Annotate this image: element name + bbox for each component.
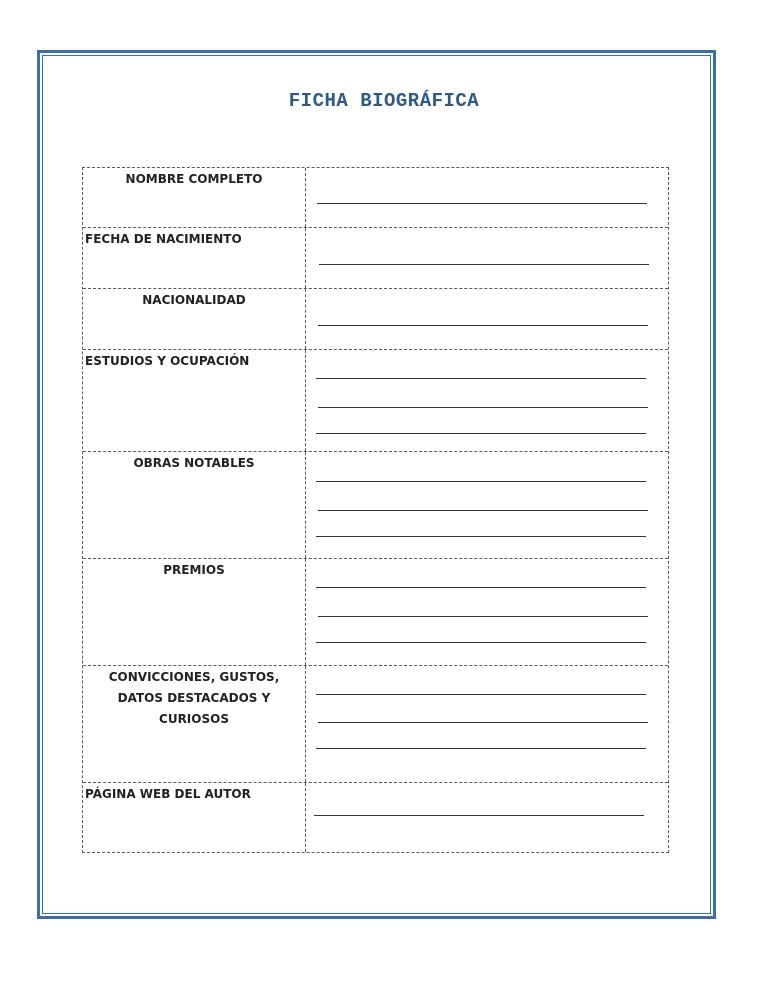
answer-line[interactable] (319, 264, 649, 265)
answer-line[interactable] (316, 587, 646, 588)
answer-line[interactable] (317, 203, 647, 204)
answer-line[interactable] (318, 407, 648, 408)
field-label-premios: PREMIOS (83, 559, 306, 665)
form-row-obras (83, 451, 668, 558)
form-row-fecha-nacimiento (83, 227, 668, 288)
answer-line[interactable] (316, 536, 646, 537)
form-row-convicciones (83, 665, 668, 782)
field-label-convicciones: CONVICCIONES, GUSTOS, DATOS DESTACADOS Y CURIOSOS (83, 666, 306, 782)
answer-line[interactable] (314, 815, 644, 816)
field-label-fecha-nacimiento: FECHA DE NACIMIENTO (83, 228, 306, 288)
field-label-estudios: ESTUDIOS Y OCUPACIÓN (83, 350, 306, 451)
biography-form-table (82, 167, 669, 853)
answer-line[interactable] (316, 642, 646, 643)
form-row-pagina-web (83, 782, 668, 852)
answer-line[interactable] (318, 325, 648, 326)
answer-line[interactable] (318, 616, 648, 617)
answer-line[interactable] (316, 481, 646, 482)
field-label-pagina-web: PÁGINA WEB DEL AUTOR (83, 783, 306, 852)
form-row-estudios (83, 349, 668, 451)
answer-line[interactable] (316, 748, 646, 749)
answer-line[interactable] (316, 378, 646, 379)
field-label-nacionalidad: NACIONALIDAD (83, 289, 306, 349)
field-label-obras: OBRAS NOTABLES (83, 452, 306, 558)
form-row-nacionalidad (83, 288, 668, 349)
answer-line[interactable] (316, 694, 646, 695)
answer-line[interactable] (316, 433, 646, 434)
form-row-nombre (83, 168, 668, 227)
field-label-nombre: NOMBRE COMPLETO (83, 168, 306, 227)
form-row-premios (83, 558, 668, 665)
answer-line[interactable] (318, 510, 648, 511)
page-title: FICHA BIOGRÁFICA (288, 90, 480, 112)
answer-line[interactable] (318, 722, 648, 723)
